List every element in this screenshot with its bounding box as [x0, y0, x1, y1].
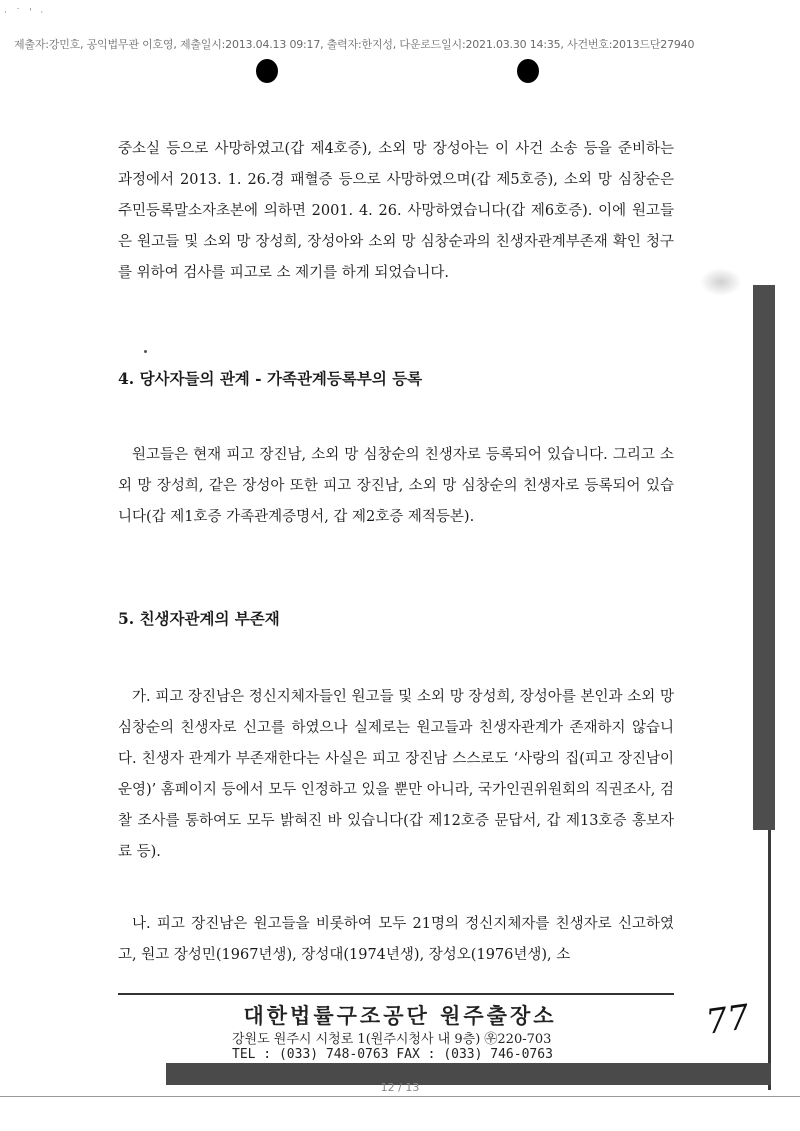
bottom-rule [0, 1096, 800, 1097]
punch-hole-right [517, 59, 539, 83]
footer-divider [118, 993, 674, 995]
scan-smudge [700, 268, 742, 296]
paragraph-na: 나. 피고 장진남은 원고들을 비롯하여 모두 21명의 정신지체자를 친생자로 신고하였고, 원고 장성민(1967년생), 장성대(1974년생), 장성오(1976년생), 소 [118, 916, 674, 963]
footer-address: 강원도 원주시 시청로 1(원주시청사 내 9층) ㉾220-703 [232, 1032, 552, 1047]
scan-dot [144, 350, 147, 353]
paragraph-ga: 가. 피고 장진남은 정신지체자들인 원고들 및 소외 망 장성희, 장성아를 본인과 소외 망 심창순의 친생자로 신고를 하였으나 실제로는 원고들과 친생자관계가 존재하지 않습니다. 친생자 관계가 부존재한다는 사실은 피고 장진남 스스로도 ‘사랑의 집(피고 장진남이 운영)’ 홈페이지 등에서 모두 인정하고 있을 뿐만 아니라, 국가인권위원회의 직권조사, 검찰 조사를 통하여도 모두 밝혀진 바 있습니다(갑 제12호증 문답서, 갑 제13호증 홍보자료 등). [118, 689, 674, 860]
footer-organization-name: 대한법률구조공단 원주출장소 [243, 1003, 557, 1028]
scan-specks: · ˙ ' · [4, 8, 47, 18]
paragraph-intro: 중소실 등으로 사망하였고(갑 제4호증), 소외 망 장성아는 이 사건 소송 등을 준비하는 과정에서 2013. 1. 26.경 패혈증 등으로 사망하였으며(갑 제5호증), 소외 망 심창순은 주민등록말소자초본에 의하면 2001. 4. 26. 사망하였습니다(갑 제6호증). 이에 원고들은 원고들 및 소외 망 장성희, 장성아와 소외 망 심창순과의 친생자관계부존재 확인 청구를 위하여 검사를 피고로 소 제기를 하게 되었습니다. [118, 141, 674, 281]
scan-edge-line [768, 830, 771, 1090]
page-number: 12 / 13 [380, 1081, 420, 1094]
footer-phone-fax: TEL : (033) 748-0763 FAX : (033) 746-0763 [232, 1047, 553, 1062]
handwritten-page-mark: 77 [703, 997, 752, 1043]
punch-hole-left [256, 59, 278, 83]
paragraph-family-registry: 원고들은 현재 피고 장진남, 소외 망 심창순의 친생자로 등록되어 있습니다. 그리고 소외 망 장성희, 같은 장성아 또한 피고 장진남, 소외 망 심창순의 친생자로 등록되어 있습니다(갑 제1호증 가족관계증명서, 갑 제2호증 제적등본). [118, 447, 674, 525]
section-heading-5: 5. 친생자관계의 부존재 [118, 609, 280, 628]
scan-edge-shadow [753, 285, 775, 830]
section-heading-4: 4. 당사자들의 관계 - 가족관계등록부의 등록 [118, 369, 423, 388]
submission-stamp-header: 제출자:강민호, 공익법무관 이호영, 제출일시:2013.04.13 09:17, 출력자:한지성, 다운로드일시:2021.03.30 14:35, 사건번호:2013드단27940 [14, 38, 695, 51]
